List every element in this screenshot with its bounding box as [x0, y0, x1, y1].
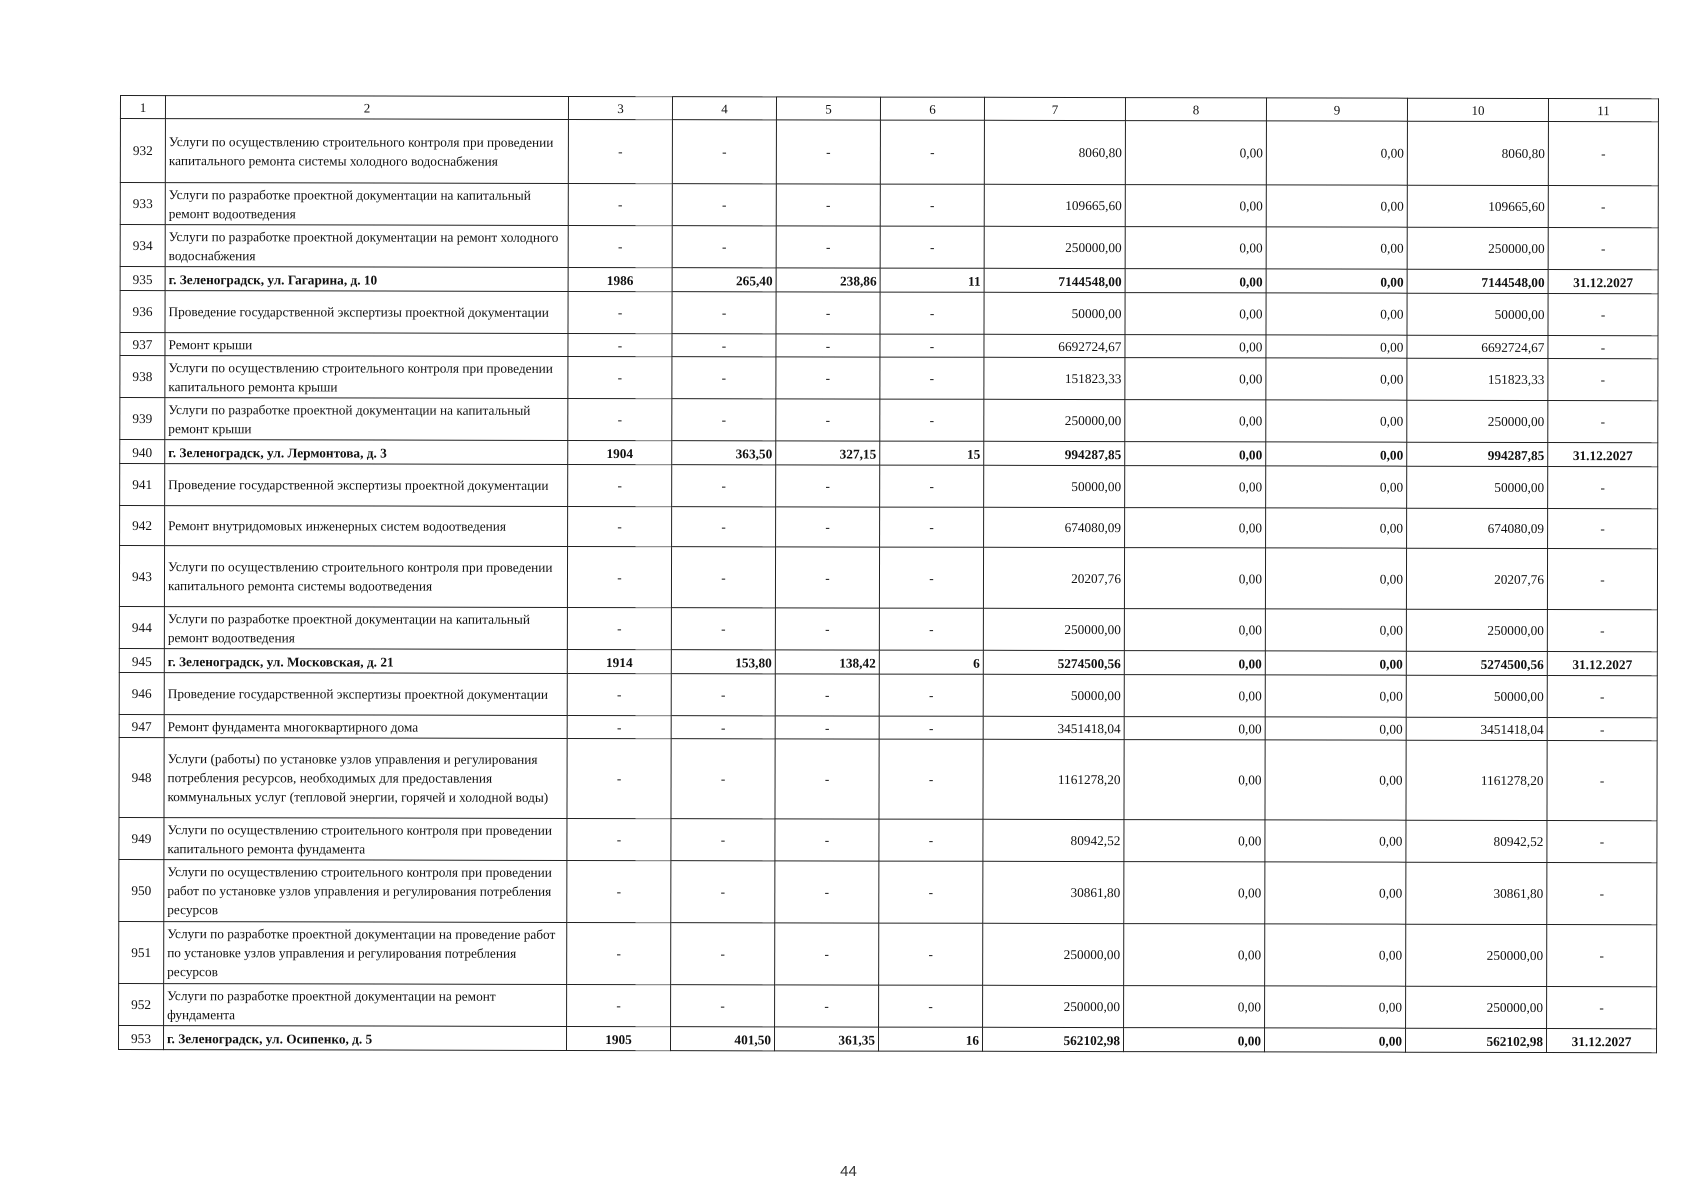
table-row [119, 737, 1657, 820]
col-7-amount: 250000,00 [984, 226, 1125, 268]
col-4-cell: - [671, 819, 775, 861]
col-6-cell: 6 [879, 650, 983, 674]
table-row [120, 119, 1658, 186]
col-5-cell: - [776, 334, 880, 357]
col-8-amount: 0,00 [1124, 986, 1265, 1028]
row-number: 940 [120, 440, 165, 464]
address-row [120, 440, 1658, 467]
col-9-amount: 0,00 [1266, 121, 1407, 185]
col-3-cell: - [568, 333, 672, 356]
col-5-cell: 327,15 [776, 441, 880, 465]
col-4-cell: 153,80 [671, 650, 775, 674]
table-row [119, 546, 1657, 610]
col-5-cell: - [775, 608, 879, 650]
col-11-cell: - [1547, 986, 1657, 1028]
col-8-amount: 0,00 [1124, 862, 1265, 924]
col-9-amount: 0,00 [1265, 986, 1406, 1028]
col-3-cell: - [568, 506, 672, 546]
col-3-cell: - [567, 984, 671, 1026]
col-11-cell: - [1547, 548, 1657, 609]
col-5-cell: - [775, 861, 879, 923]
work-description: Ремонт фундамента многоквартирного дома [164, 715, 567, 739]
col-5-cell: - [775, 547, 879, 608]
row-number: 933 [120, 183, 165, 225]
col-8-amount: 0,00 [1124, 717, 1265, 740]
col-5-cell: 361,35 [774, 1027, 878, 1051]
col-6-cell: - [879, 547, 983, 608]
col-5-cell: - [776, 120, 880, 184]
col-8-amount: 0,00 [1125, 400, 1266, 442]
col-header-1: 1 [120, 96, 165, 119]
col-6-cell: - [880, 334, 984, 357]
col-4-cell: - [672, 465, 776, 507]
col-3-cell: - [568, 398, 672, 440]
col-8-amount: 0,00 [1125, 442, 1266, 466]
col-10-amount: 6692724,67 [1407, 335, 1548, 358]
col-header-3: 3 [568, 96, 672, 119]
col-5-cell: - [776, 465, 880, 507]
col-7-amount: 50000,00 [984, 292, 1125, 334]
row-number: 935 [120, 267, 165, 291]
col-6-cell: 16 [878, 1027, 982, 1051]
col-7-amount: 20207,76 [983, 547, 1124, 608]
col-10-amount: 250000,00 [1406, 924, 1547, 986]
col-4-cell: - [672, 399, 776, 441]
row-number: 937 [120, 333, 165, 356]
col-5-cell: 138,42 [775, 650, 879, 674]
col-11-cell: - [1547, 717, 1657, 740]
col-5-cell: - [776, 507, 880, 547]
col-8-amount: 0,00 [1124, 820, 1265, 862]
col-6-cell: - [880, 226, 984, 268]
col-7-amount: 30861,80 [983, 861, 1124, 923]
col-3-cell: - [568, 291, 672, 333]
col-5-cell: - [776, 357, 880, 399]
col-3-cell: - [567, 922, 671, 984]
col-header-5: 5 [776, 97, 880, 120]
col-6-cell: - [880, 292, 984, 334]
col-8-amount: 0,00 [1124, 609, 1265, 651]
col-4-cell: - [671, 861, 775, 923]
col-4-cell: - [671, 547, 775, 608]
col-11-cell: 31.12.2027 [1548, 269, 1658, 293]
col-6-cell: - [879, 608, 983, 650]
address-row [119, 1025, 1657, 1052]
col-4-cell: - [672, 507, 776, 547]
col-6-cell: - [879, 716, 983, 739]
col-header-4: 4 [672, 97, 776, 120]
col-3-cell: - [567, 607, 671, 649]
col-6-cell: - [880, 507, 984, 547]
work-description: Услуги по осуществлению строительного контроля при проведении капитального ремонта системы холодного водоснабжения [165, 119, 568, 184]
col-5-cell: - [775, 819, 879, 861]
col-8-amount: 0,00 [1125, 121, 1266, 185]
col-8-amount: 0,00 [1125, 335, 1266, 358]
col-4-cell: 401,50 [670, 1027, 774, 1051]
row-number: 942 [120, 506, 165, 546]
col-6-cell: 11 [880, 268, 984, 292]
row-number: 938 [120, 356, 165, 398]
col-8-amount: 0,00 [1123, 1028, 1264, 1052]
row-number: 934 [120, 225, 165, 267]
table-row [120, 333, 1658, 359]
col-11-cell: - [1548, 185, 1658, 227]
col-header-7: 7 [984, 97, 1125, 120]
work-description: г. Зеленоградск, ул. Гагарина, д. 10 [165, 267, 568, 292]
col-4-cell: - [671, 716, 775, 739]
col-9-amount: 0,00 [1266, 508, 1407, 548]
row-number: 943 [119, 546, 164, 607]
col-5-cell: - [775, 716, 879, 739]
col-6-cell: - [880, 399, 984, 441]
address-row [119, 648, 1657, 675]
col-7-amount: 3451418,04 [983, 716, 1124, 739]
col-3-cell: - [567, 818, 671, 860]
col-9-amount: 0,00 [1265, 740, 1406, 820]
work-description: Услуги по осуществлению строительного контроля при проведении капитального ремонта фундамента [164, 818, 567, 861]
col-7-amount: 1161278,20 [983, 739, 1124, 819]
col-3-cell: 1905 [566, 1026, 670, 1050]
col-11-cell: - [1548, 358, 1658, 400]
table-row [120, 356, 1658, 401]
col-9-amount: 0,00 [1265, 820, 1406, 862]
col-5-cell: - [776, 226, 880, 268]
col-5-cell: - [775, 985, 879, 1027]
work-description: Услуги по разработке проектной документации на ремонт фундамента [164, 984, 567, 1027]
col-9-amount: 0,00 [1265, 862, 1406, 924]
col-9-amount: 0,00 [1266, 185, 1407, 227]
col-9-amount: 0,00 [1265, 924, 1406, 986]
col-5-cell: 238,86 [776, 268, 880, 292]
col-6-cell: - [879, 819, 983, 861]
col-9-amount: 0,00 [1266, 466, 1407, 508]
col-6-cell: - [880, 465, 984, 507]
col-6-cell: - [880, 184, 984, 226]
col-8-amount: 0,00 [1125, 227, 1266, 269]
col-6-cell: - [879, 674, 983, 716]
row-number: 950 [119, 859, 164, 921]
row-number: 953 [119, 1025, 164, 1049]
col-7-amount: 994287,85 [984, 441, 1125, 465]
address-row [120, 267, 1658, 294]
col-9-amount: 0,00 [1266, 293, 1407, 335]
col-11-cell: - [1548, 508, 1658, 548]
col-10-amount: 5274500,56 [1406, 651, 1547, 675]
col-11-cell: - [1547, 924, 1657, 986]
row-number: 936 [120, 291, 165, 333]
col-7-amount: 5274500,56 [983, 650, 1124, 674]
col-6-cell: - [879, 985, 983, 1027]
row-number: 941 [120, 464, 165, 506]
table-row [119, 921, 1657, 986]
col-11-cell: 31.12.2027 [1547, 651, 1657, 675]
col-3-cell: - [567, 860, 671, 922]
col-7-amount: 7144548,00 [984, 268, 1125, 292]
col-header-9: 9 [1266, 98, 1407, 121]
col-9-amount: 0,00 [1266, 400, 1407, 442]
col-4-cell: - [671, 985, 775, 1027]
col-7-amount: 250000,00 [983, 923, 1124, 985]
col-5-cell: - [775, 739, 879, 819]
col-3-cell: 1904 [568, 440, 672, 464]
row-number: 946 [119, 672, 164, 714]
col-header-2: 2 [165, 96, 568, 120]
col-10-amount: 151823,33 [1407, 358, 1548, 400]
register-table [118, 95, 1659, 1053]
col-9-amount: 0,00 [1265, 675, 1406, 717]
col-5-cell: - [775, 674, 879, 716]
row-number: 947 [119, 714, 164, 737]
table-row [119, 714, 1657, 740]
col-5-cell: - [776, 399, 880, 441]
col-10-amount: 109665,60 [1407, 185, 1548, 227]
col-11-cell: - [1547, 740, 1657, 820]
col-4-cell: - [671, 608, 775, 650]
col-11-cell: - [1548, 400, 1658, 442]
col-4-cell: - [671, 923, 775, 985]
col-10-amount: 250000,00 [1407, 400, 1548, 442]
col-3-cell: - [568, 225, 672, 267]
col-8-amount: 0,00 [1124, 548, 1265, 609]
col-7-amount: 6692724,67 [984, 334, 1125, 357]
col-11-cell: 31.12.2027 [1548, 442, 1658, 466]
table-row [119, 859, 1657, 924]
work-description: Проведение государственной экспертизы проектной документации [164, 673, 567, 716]
col-10-amount: 3451418,04 [1406, 717, 1547, 740]
col-6-cell: - [879, 861, 983, 923]
col-8-amount: 0,00 [1125, 293, 1266, 335]
col-9-amount: 0,00 [1266, 227, 1407, 269]
col-3-cell: - [567, 738, 671, 818]
table-row [119, 672, 1657, 717]
page-number: 44 [840, 1163, 857, 1180]
col-6-cell: 15 [880, 441, 984, 465]
work-description: Услуги по разработке проектной документации на капитальный ремонт крыши [165, 398, 568, 441]
work-description: Услуги по осуществлению строительного контроля при проведении работ по установке узлов управления и регулирования потребления ресурсов [164, 860, 567, 923]
col-7-amount: 674080,09 [984, 507, 1125, 547]
col-3-cell: - [568, 183, 672, 225]
col-8-amount: 0,00 [1124, 651, 1265, 675]
col-10-amount: 1161278,20 [1406, 740, 1547, 820]
col-10-amount: 50000,00 [1407, 293, 1548, 335]
col-8-amount: 0,00 [1125, 358, 1266, 400]
col-4-cell: - [672, 357, 776, 399]
col-header-6: 6 [880, 97, 984, 120]
col-4-cell: - [671, 739, 775, 819]
col-3-cell: - [567, 546, 671, 607]
col-4-cell: - [672, 184, 776, 226]
col-6-cell: - [880, 357, 984, 399]
col-5-cell: - [776, 292, 880, 334]
col-7-amount: 250000,00 [983, 985, 1124, 1027]
table-row [119, 817, 1657, 862]
col-11-cell: - [1548, 121, 1658, 185]
col-10-amount: 7144548,00 [1407, 269, 1548, 293]
col-9-amount: 0,00 [1265, 717, 1406, 740]
col-9-amount: 0,00 [1266, 269, 1407, 293]
col-4-cell: - [671, 674, 775, 716]
col-10-amount: 30861,80 [1406, 862, 1547, 924]
col-10-amount: 674080,09 [1407, 508, 1548, 548]
col-11-cell: - [1548, 466, 1658, 508]
work-description: Проведение государственной экспертизы проектной документации [165, 464, 568, 507]
col-11-cell: - [1547, 609, 1657, 651]
row-number: 932 [120, 119, 165, 183]
col-11-cell: 31.12.2027 [1546, 1028, 1656, 1052]
col-4-cell: - [672, 226, 776, 268]
col-7-amount: 151823,33 [984, 357, 1125, 399]
col-11-cell: - [1547, 820, 1657, 862]
col-7-amount: 250000,00 [983, 608, 1124, 650]
table-body [119, 96, 1659, 1053]
col-11-cell: - [1548, 335, 1658, 358]
col-3-cell: 1986 [568, 267, 672, 291]
work-description: Услуги по осуществлению строительного контроля при проведении капитального ремонта системы водоотведения [164, 546, 567, 608]
col-10-amount: 50000,00 [1407, 466, 1548, 508]
table-row [119, 606, 1657, 651]
col-4-cell: - [672, 120, 776, 184]
col-7-amount: 50000,00 [983, 674, 1124, 716]
work-description: г. Зеленоградск, ул. Осипенко, д. 5 [164, 1026, 567, 1051]
row-number: 951 [119, 921, 164, 983]
row-number: 949 [119, 817, 164, 859]
col-9-amount: 0,00 [1265, 609, 1406, 651]
row-number: 945 [119, 648, 164, 672]
table-row [120, 225, 1658, 270]
col-7-amount: 80942,52 [983, 819, 1124, 861]
col-4-cell: 265,40 [672, 268, 776, 292]
col-3-cell: - [568, 464, 672, 506]
col-9-amount: 0,00 [1265, 548, 1406, 609]
col-header-8: 8 [1125, 98, 1266, 121]
col-3-cell: - [568, 356, 672, 398]
col-10-amount: 250000,00 [1406, 609, 1547, 651]
col-5-cell: - [775, 923, 879, 985]
col-10-amount: 994287,85 [1407, 442, 1548, 466]
col-4-cell: - [672, 292, 776, 334]
col-11-cell: - [1548, 227, 1658, 269]
work-description: г. Зеленоградск, ул. Лермонтова, д. 3 [165, 440, 568, 465]
col-4-cell: 363,50 [672, 441, 776, 465]
work-description: Проведение государственной экспертизы проектной документации [165, 291, 568, 334]
col-10-amount: 50000,00 [1406, 675, 1547, 717]
work-description: Услуги по разработке проектной документации на капитальный ремонт водоотведения [164, 607, 567, 650]
col-8-amount: 0,00 [1125, 185, 1266, 227]
work-description: г. Зеленоградск, ул. Московская, д. 21 [164, 649, 567, 674]
col-5-cell: - [776, 184, 880, 226]
work-description: Услуги по разработке проектной документации на капитальный ремонт водоотведения [165, 183, 568, 226]
col-10-amount: 8060,80 [1407, 121, 1548, 185]
col-3-cell: - [567, 673, 671, 715]
col-3-cell: - [568, 119, 672, 183]
col-7-amount: 8060,80 [984, 120, 1125, 184]
col-6-cell: - [879, 739, 983, 819]
col-3-cell: - [567, 715, 671, 738]
table-row [119, 983, 1657, 1028]
col-9-amount: 0,00 [1266, 358, 1407, 400]
work-description: Услуги по осуществлению строительного контроля при проведении капитального ремонта крыши [165, 356, 568, 399]
col-6-cell: - [879, 923, 983, 985]
col-10-amount: 250000,00 [1406, 986, 1547, 1028]
col-7-amount: 562102,98 [982, 1027, 1123, 1051]
work-description: Услуги по разработке проектной документации на проведение работ по установке узлов управления и регулирования потребления ресурсов [164, 922, 567, 985]
row-number: 952 [119, 983, 164, 1025]
col-9-amount: 0,00 [1265, 651, 1406, 675]
col-6-cell: - [880, 120, 984, 184]
col-7-amount: 250000,00 [984, 399, 1125, 441]
col-11-cell: - [1547, 675, 1657, 717]
table-row [120, 464, 1658, 509]
col-10-amount: 250000,00 [1407, 227, 1548, 269]
col-11-cell: - [1548, 293, 1658, 335]
col-9-amount: 0,00 [1266, 335, 1407, 358]
col-3-cell: 1914 [567, 649, 671, 673]
col-9-amount: 0,00 [1264, 1028, 1405, 1052]
col-8-amount: 0,00 [1124, 740, 1265, 820]
table-row [120, 183, 1658, 228]
col-10-amount: 20207,76 [1406, 548, 1547, 609]
table-row [120, 291, 1658, 336]
work-description: Услуги по разработке проектной документации на ремонт холодного водоснабжения [165, 225, 568, 268]
work-description: Ремонт внутридомовых инженерных систем водоотведения [165, 506, 568, 547]
col-8-amount: 0,00 [1125, 269, 1266, 293]
row-number: 948 [119, 737, 164, 817]
col-8-amount: 0,00 [1125, 508, 1266, 548]
row-number: 944 [119, 606, 164, 648]
col-10-amount: 80942,52 [1406, 820, 1547, 862]
column-number-row [120, 96, 1658, 122]
table-row [120, 398, 1658, 443]
col-8-amount: 0,00 [1125, 466, 1266, 508]
col-8-amount: 0,00 [1124, 924, 1265, 986]
col-8-amount: 0,00 [1124, 675, 1265, 717]
col-7-amount: 50000,00 [984, 465, 1125, 507]
col-header-10: 10 [1407, 98, 1548, 121]
work-description: Услуги (работы) по установке узлов управления и регулирования потребления ресурсов, необходимых для предоставления коммунальных услуг (тепловой энергии, горячей и холодной воды) [164, 738, 567, 819]
col-11-cell: - [1547, 862, 1657, 924]
row-number: 939 [120, 398, 165, 440]
col-9-amount: 0,00 [1266, 442, 1407, 466]
col-header-11: 11 [1548, 98, 1658, 121]
col-7-amount: 109665,60 [984, 184, 1125, 226]
col-10-amount: 562102,98 [1405, 1028, 1546, 1052]
col-4-cell: - [672, 334, 776, 357]
work-description: Ремонт крыши [165, 333, 568, 357]
table-row [120, 506, 1658, 549]
